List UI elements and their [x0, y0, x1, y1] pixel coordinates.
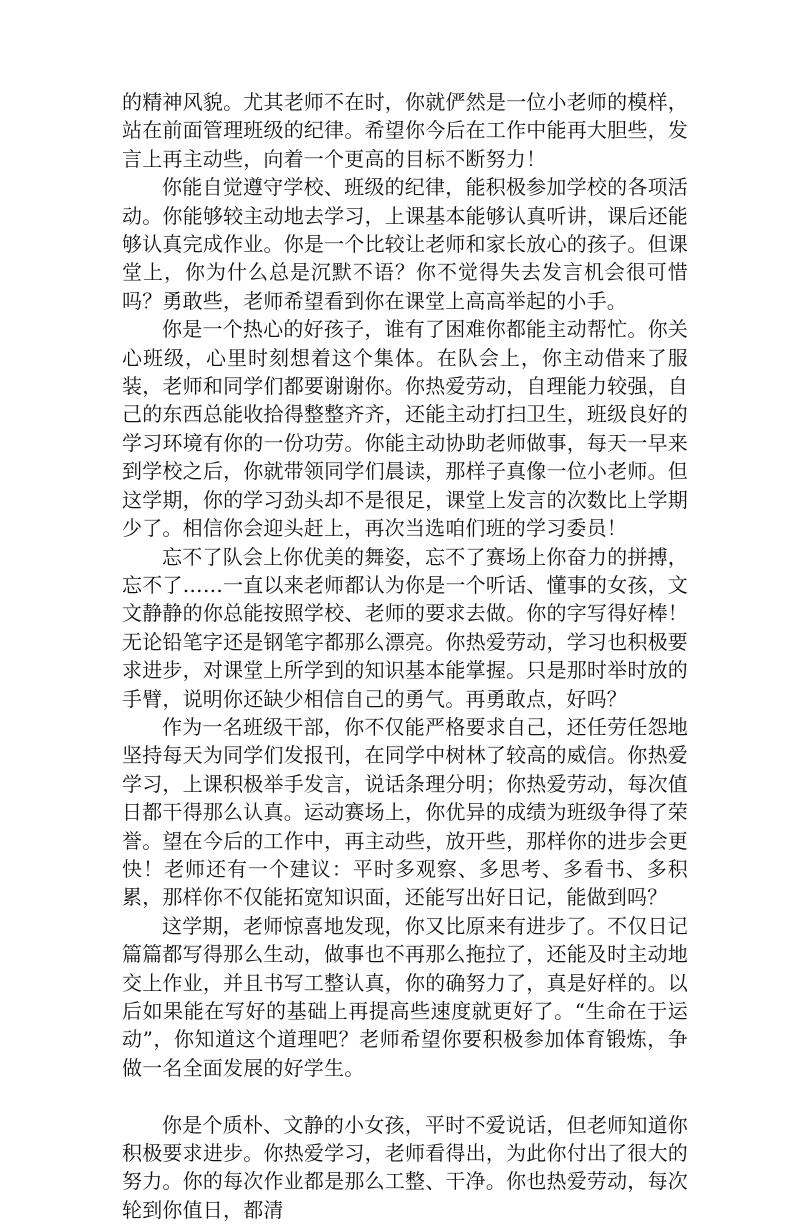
paragraph-3: 你是一个热心的好孩子，谁有了困难你都能主动帮忙。你关心班级，心里时刻想着这个集体。在队会上，你主动借来了服装，老师和同学们都要谢谢你。你热爱劳动，自理能力较强，自己的东西总能收拾得整整齐齐，还能主动打扫卫生，班级良好的学习环境有你的一份功劳。你能主动协助老师做事，每天一早来到学校之后，你就带领同学们晨读，那样子真像一位小老师。但这学期，你的学习劲头却不是很足，课堂上发言的次数比上学期少了。相信你会迎头赶上，再次当选咱们班的学习委员！	[122, 317, 688, 541]
paragraph-6: 这学期，老师惊喜地发现，你又比原来有进步了。不仅日记篇篇都写得那么生动，做事也不再那么拖拉了，还能及时主动地交上作业，并且书写工整认真，你的确努力了，真是好样的。以后如果能在写好的基础上再提高些速度就更好了。“生命在于运动”，你知道这个道理吧？老师希望你要积极参加体育锻炼，争做一名全面发展的好学生。	[122, 913, 688, 1080]
paragraph-7: 你是个质朴、文静的小女孩，平时不爱说话，但老师知道你积极要求进步。你热爱学习，老师看得出，为此你付出了很大的努力。你的每次作业都是那么工整、干净。你也热爱劳动，每次轮到你值日，都清	[122, 1112, 688, 1222]
paragraph-gap	[122, 1082, 688, 1110]
paragraph-2: 你能自觉遵守学校、班级的纪律，能积极参加学校的各项活动。你能够较主动地去学习，上课基本能够认真听讲，课后还能够认真完成作业。你是一个比较让老师和家长放心的孩子。但课堂上，你为什么总是沉默不语？你不觉得失去发言机会很可惜吗？勇敢些，老师希望看到你在课堂上高高举起的小手。	[122, 175, 688, 313]
paragraph-1: 的精神风貌。尤其老师不在时，你就俨然是一位小老师的模样，站在前面管理班级的纪律。希望你今后在工作中能再大胆些，发言上再主动些，向着一个更高的目标不断努力！	[122, 90, 688, 171]
document-page	[122, 88, 688, 1224]
paragraph-5: 作为一名班级干部，你不仅能严格要求自己，还任劳任怨地坚持每天为同学们发报刊，在同学中树林了较高的威信。你热爱学习，上课积极举手发言，说话条理分明；你热爱劳动，每次值日都干得那么认真。运动赛场上，你优异的成绩为班级争得了荣誉。望在今后的工作中，再主动些，放开些，那样你的进步会更快！老师还有一个建议：平时多观察、多思考、多看书、多积累，那样你不仅能拓宽知识面，还能写出好日记，能做到吗？	[122, 714, 688, 910]
paragraph-4: 忘不了队会上你优美的舞姿，忘不了赛场上你奋力的拼搏，忘不了……一直以来老师都认为你是一个听话、懂事的女孩，文文静静的你总能按照学校、老师的要求去做。你的字写得好棒！无论铅笔字还是钢笔字都那么漂亮。你热爱劳动，学习也积极要求进步，对课堂上所学到的知识基本能掌握。只是那时举时放的手臂，说明你还缺少相信自己的勇气。再勇敢点，好吗？	[122, 544, 688, 711]
